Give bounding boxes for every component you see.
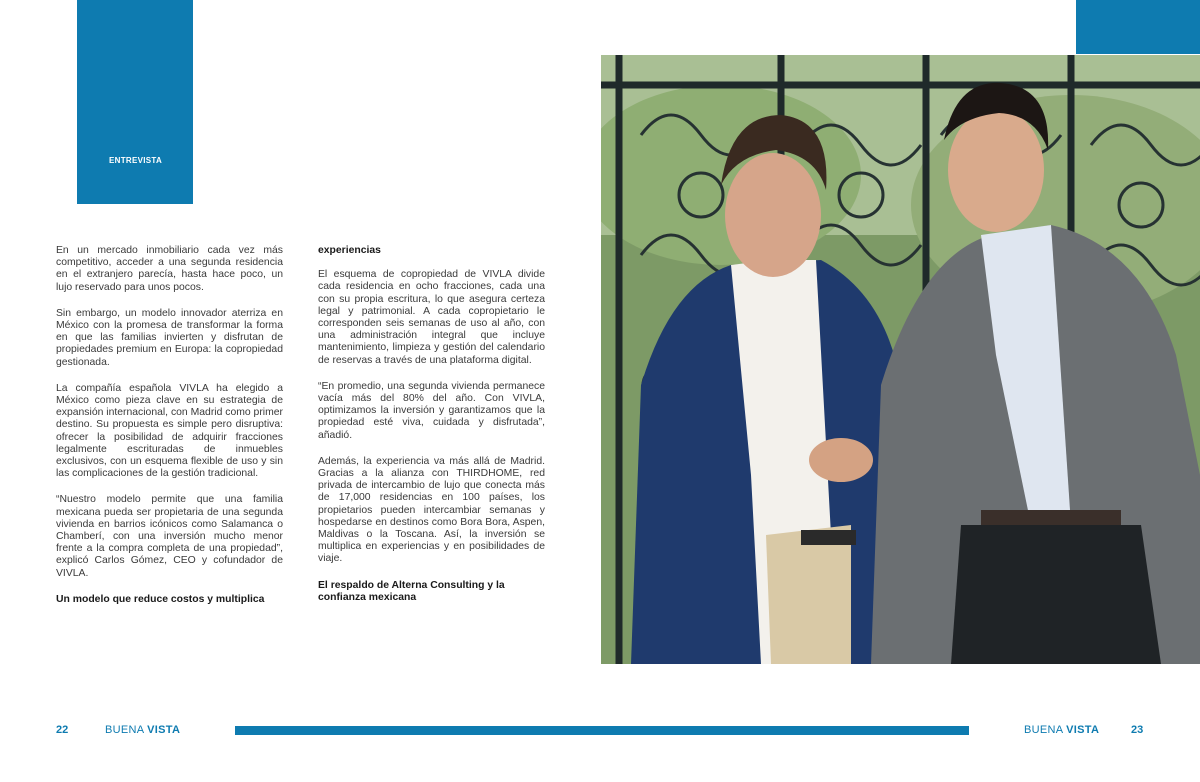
interview-photo <box>601 55 1200 664</box>
magazine-name-left <box>105 724 180 736</box>
magazine-name-bold: VISTA <box>147 724 181 736</box>
article-column-left <box>56 245 283 620</box>
magazine-name-bold: VISTA <box>1066 724 1100 736</box>
paragraph: Sin embargo, un modelo innovador aterriza en México con la promesa de transformar la forma en que las familias invierten y disfrutan de propiedades premium en Europa: la copropiedad gestionada. <box>56 307 283 368</box>
paragraph: En un mercado inmobiliario cada vez más competitivo, acceder a una segunda residencia en el extranjero parecía, hasta hace poco, un lujo reservado para unos pocos. <box>56 245 283 293</box>
paragraph: “Nuestro modelo permite que una familia mexicana pueda ser propietaria de una segunda vivienda en barrios icónicos como Salamanca o Chamberí, con una inversión mucho menor frente a la compra completa de una propiedad”, explicó Carlos Gómez, CEO y cofundador de VIVLA. <box>56 494 283 579</box>
subheading: Un modelo que reduce costos y multiplica <box>56 593 265 605</box>
paragraph: Además, la experiencia va más allá de Madrid. Gracias a la alianza con THIRDHOME, red privada de intercambio de lujo que conecta más de 17,000 residencias en 100 países, los propietarios pueden intercambiar semanas y hospedarse en destinos como Bora Bora, Aspen, Maldivas o la Toscana. Así, la inversión se multiplica en experiencias y en posibilidades de viaje. <box>318 455 545 565</box>
magazine-name-light: BUENA <box>105 724 144 736</box>
footer-divider-bar <box>235 726 969 735</box>
magazine-name-right <box>1024 724 1099 736</box>
page-number-right: 23 <box>1131 724 1144 736</box>
magazine-name-light: BUENA <box>1024 724 1063 736</box>
paragraph: “En promedio, una segunda vivienda permanece vacía más del 80% del año. Con VIVLA, optimizamos la inversión y garantizamos que la propiedad esté viva, cuidada y disfrutada”, añadió. <box>318 380 545 441</box>
subheading: El respaldo de Alterna Consulting y la confianza mexicana <box>318 579 505 603</box>
paragraph: La compañía española VIVLA ha elegido a México como pieza clave en su estrategia de expansión internacional, con Madrid como primer destino. Su propuesta es simple pero disruptiva: ofrecer la posibilidad de adquirir fracciones legalmente escrituradas de inmuebles exclusivos, con un esquema flexible de uso y sin las complicaciones de la gestión tradicional. <box>56 382 283 480</box>
subheading-continued: experiencias <box>318 245 381 256</box>
section-header-block <box>77 0 193 204</box>
paragraph: El esquema de copropiedad de VIVLA divide cada residencia en ocho fracciones, cada una con su propia escritura, lo que asegura certeza legal y patrimonial. A cada copropietario le corresponden seis semanas de uso al año, con una administración integral que incluye mantenimiento, limpieza y gestión del calendario de reservas a través de una plataforma digital. <box>318 269 545 366</box>
article-column-right <box>318 245 545 618</box>
corner-accent-block <box>1076 0 1200 54</box>
page-number-left: 22 <box>56 724 69 736</box>
section-label: ENTREVISTA <box>109 156 163 165</box>
